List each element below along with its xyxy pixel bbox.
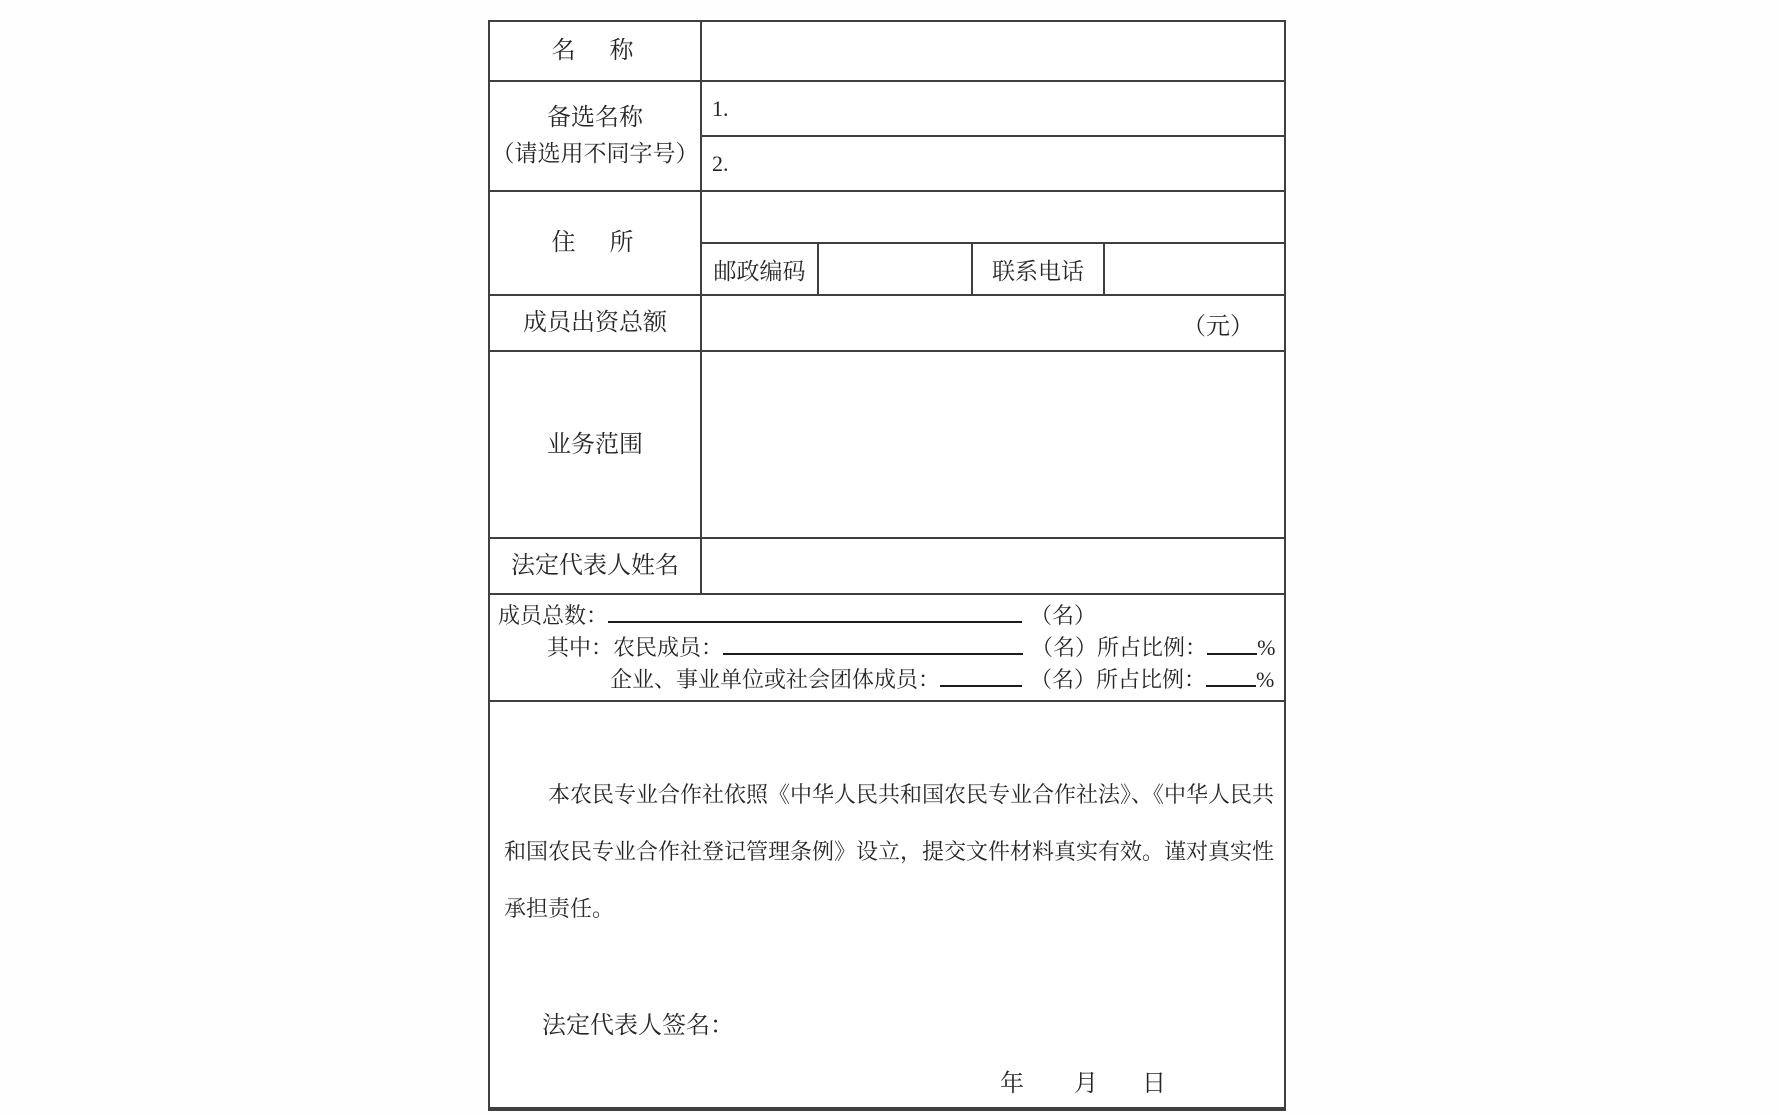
among-label: 其中： [547, 635, 614, 660]
alternative-names-label [490, 82, 702, 190]
farmer-members-blank[interactable] [723, 653, 1023, 655]
legal-rep-name-field[interactable] [702, 539, 1284, 593]
postal-code-field[interactable] [819, 244, 973, 294]
business-scope-row [490, 352, 1284, 539]
legal-rep-name-row [490, 539, 1284, 595]
postal-code-label: 邮政编码 [702, 244, 819, 294]
org-members-label: 企业、事业单位或社会团体成员： [610, 667, 941, 692]
org-members-line [498, 664, 1284, 696]
members-section [490, 595, 1284, 702]
org-ratio-blank[interactable] [1206, 685, 1256, 687]
capital-value-area[interactable] [702, 296, 1284, 350]
farmer-ratio-blank[interactable] [1207, 653, 1257, 655]
farmer-ratio-label: 所占比例： [1097, 635, 1208, 660]
declaration-section [490, 702, 1284, 1107]
option-2-prefix: 2. [712, 150, 729, 176]
capital-row [490, 296, 1284, 352]
date-year-label: 年 [1000, 1071, 1024, 1097]
org-members-unit: （名） [1030, 667, 1097, 692]
date-line [490, 1067, 1284, 1101]
phone-label: 联系电话 [973, 244, 1105, 294]
farmer-members-label: 农民成员： [613, 635, 724, 660]
address-label: 住 所 [490, 192, 702, 294]
address-value-area [702, 192, 1284, 294]
farmer-percent-sign: % [1257, 635, 1276, 660]
org-ratio-label: 所占比例： [1096, 667, 1207, 692]
alternative-name-option-2[interactable] [702, 137, 1284, 190]
postal-phone-subrow [702, 242, 1284, 294]
alternative-names-options [702, 82, 1284, 190]
phone-field[interactable] [1105, 244, 1284, 294]
name-field[interactable] [702, 22, 1284, 80]
date-month-label: 月 [1074, 1071, 1098, 1097]
legal-rep-name-label: 法定代表人姓名 [490, 539, 702, 593]
address-field[interactable] [702, 192, 1284, 242]
address-row [490, 192, 1284, 296]
org-percent-sign: % [1256, 667, 1275, 692]
total-members-line [498, 600, 1284, 632]
signature-line [490, 1009, 1284, 1043]
name-label: 名 称 [490, 22, 702, 80]
name-row [490, 22, 1284, 82]
option-1-prefix: 1. [712, 95, 729, 121]
farmer-members-unit: （名） [1031, 635, 1098, 660]
total-members-label: 成员总数： [498, 603, 609, 628]
signature-label: 法定代表人签名： [542, 1013, 734, 1039]
declaration-line-1: 本农民专业合作社依照《中华人民共和国农民专业合作社法》、《中华人民共 [548, 782, 1275, 807]
alternative-names-label-note: （请选用不同字号） [491, 141, 699, 166]
total-members-unit: （名） [1030, 603, 1097, 628]
cooperative-registration-form [488, 20, 1286, 1111]
capital-label: 成员出资总额 [490, 296, 702, 350]
declaration-line-3: 承担责任。 [504, 896, 615, 921]
org-members-blank[interactable] [940, 685, 1022, 687]
business-scope-field[interactable] [702, 352, 1284, 537]
declaration-line-2: 和国农民专业合作社登记管理条例》设立，提交文件材料真实有效。谨对真实性 [504, 839, 1275, 864]
business-scope-label: 业务范围 [490, 352, 702, 537]
alternative-names-row [490, 82, 1284, 192]
total-members-blank[interactable] [608, 621, 1022, 623]
date-day-label: 日 [1142, 1071, 1166, 1097]
capital-unit: （元） [1182, 313, 1254, 340]
alternative-name-option-1[interactable] [702, 82, 1284, 137]
alternative-names-label-title: 备选名称 [547, 105, 643, 131]
farmer-members-line [498, 632, 1284, 664]
